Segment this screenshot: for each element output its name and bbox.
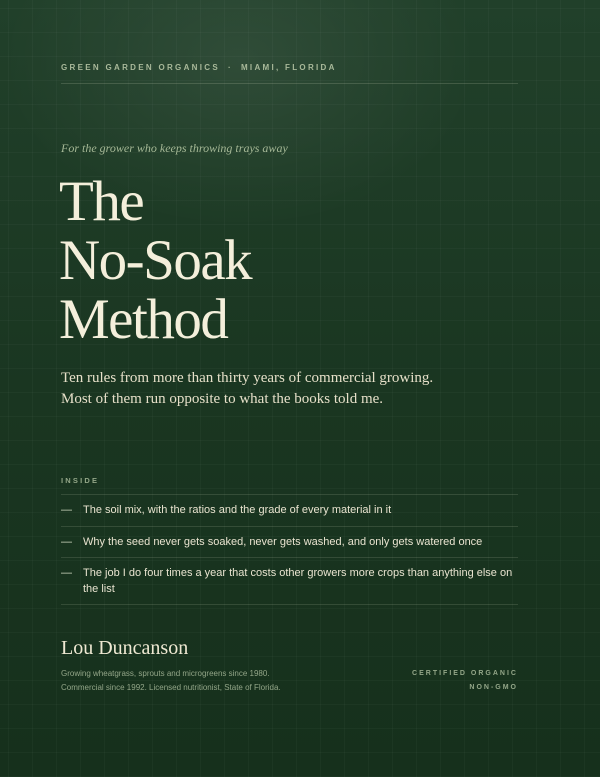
certification-organic: CERTIFIED ORGANIC	[412, 670, 518, 677]
list-item-text: Why the seed never gets soaked, never gets washed, and only gets watered once	[83, 535, 483, 548]
title-line-3: Method	[59, 288, 228, 351]
title-line-1: The	[59, 170, 144, 233]
brand-name: GREEN GARDEN ORGANICS	[61, 63, 220, 72]
author-bio	[61, 667, 281, 694]
list-item	[61, 527, 518, 559]
dash-marker: —	[61, 504, 72, 516]
certification-non-gmo: NON-GMO	[469, 684, 518, 691]
tagline: For the grower who keeps throwing trays away	[61, 141, 288, 155]
inside-label: INSIDE	[61, 476, 100, 485]
list-item	[61, 558, 518, 605]
header-bar	[61, 63, 518, 84]
brand-location: MIAMI, FLORIDA	[240, 63, 337, 72]
subtitle	[61, 368, 433, 410]
list-item-text: The soil mix, with the ratios and the grade of every material in it	[83, 504, 392, 516]
dash-marker: —	[61, 567, 72, 579]
header-separator: ·	[227, 63, 233, 72]
contents-list	[61, 494, 518, 605]
list-item	[61, 495, 518, 527]
bio-line-1: Growing wheatgrass, sprouts and microgreens since 1980.	[61, 669, 270, 678]
page-title	[59, 172, 251, 349]
title-line-2: No-Soak	[59, 229, 252, 292]
subtitle-line-2: Most of them run opposite to what the books told me.	[61, 391, 384, 407]
list-item-text: The job I do four times a year that costs other growers more crops than anything else on the list	[83, 567, 513, 595]
certifications	[412, 667, 518, 695]
cover-page	[61, 0, 518, 777]
dash-marker: —	[61, 535, 72, 548]
subtitle-line-1: Ten rules from more than thirty years of commercial growing.	[61, 370, 434, 386]
bio-line-2: Commercial since 1992. Licensed nutritionist, State of Florida.	[61, 682, 281, 692]
author-name: Lou Duncanson	[61, 637, 189, 659]
